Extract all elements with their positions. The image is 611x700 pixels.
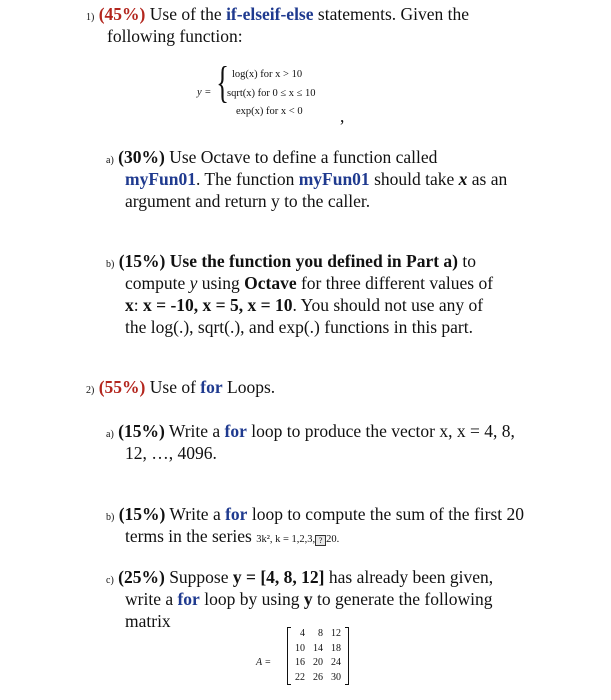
- q2-percent: (55%): [98, 377, 146, 397]
- matrix-cell: 10: [295, 642, 305, 654]
- q1-text-2: statements. Given the: [313, 4, 470, 24]
- q1a-label: a): [106, 155, 114, 166]
- q2a-label: a): [106, 429, 114, 440]
- q2b-keyword: for: [225, 504, 248, 524]
- q1a-text-1: Use Octave to define a function called: [164, 147, 438, 167]
- matrix-cell: 14: [313, 642, 323, 654]
- q2c-line2: [125, 588, 492, 610]
- matrix-cell: 22: [295, 671, 305, 683]
- matrix-cell: 12: [331, 628, 341, 639]
- matrix-table: [291, 627, 345, 685]
- q2b-percent: (15%): [118, 504, 166, 524]
- q1-percent: (45%): [98, 4, 146, 24]
- q1-line2: following function:: [107, 26, 243, 46]
- q2c-keyword: for: [177, 589, 200, 609]
- q2c-y: y: [303, 589, 313, 609]
- q1a-percent: (30%): [118, 147, 165, 167]
- q2b-series-end: 20.: [326, 534, 340, 545]
- piecewise-case-1: log(x) for x > 10: [232, 69, 303, 80]
- q1b-line3: [125, 294, 483, 316]
- q2a-line2: 12, …, 4096.: [125, 443, 217, 463]
- q1b-using: using: [197, 273, 245, 293]
- q2c-percent: (25%): [118, 567, 165, 587]
- missing-glyph-icon: ?: [315, 535, 326, 546]
- q1a-function-name: myFun01: [125, 169, 196, 189]
- matrix-row: [291, 642, 345, 657]
- matrix-cell: 8: [318, 628, 323, 639]
- q1-number: 1): [86, 12, 95, 23]
- q2c-label: c): [106, 575, 114, 586]
- q1a-line3: argument and return y to the caller.: [125, 191, 371, 211]
- q1a-text-3: should take: [369, 169, 459, 189]
- matrix-label: A =: [256, 657, 272, 668]
- q2c-text-1: Suppose: [164, 567, 233, 587]
- q1b-text-2: for three different values of: [296, 273, 494, 293]
- q1a-text-2: . The function: [195, 169, 299, 189]
- q1a-function-name-2: myFun01: [298, 169, 370, 189]
- q2c-using: loop by using: [199, 589, 304, 609]
- matrix-cell: 26: [313, 671, 323, 683]
- q2-text-1: Use of: [145, 377, 201, 397]
- q2b-line2: [125, 525, 339, 551]
- q1-text-1: Use of the: [145, 4, 227, 24]
- q2-heading: [86, 376, 275, 402]
- q2a-keyword: for: [224, 421, 247, 441]
- q2-text-2: Loops.: [222, 377, 276, 397]
- q2a-percent: (15%): [118, 421, 165, 441]
- q1b-colon: :: [133, 295, 143, 315]
- q2c-write: write a: [125, 589, 178, 609]
- matrix-cell: 18: [331, 642, 341, 654]
- q2a-text-2: loop to produce the vector x, x = 4, 8,: [246, 421, 515, 441]
- q2b-text-2: loop to compute the sum of the first 20: [247, 504, 525, 524]
- q1b-compute: compute: [125, 273, 190, 293]
- q2-keyword: for: [200, 377, 223, 397]
- q2b-series-intro: terms in the series: [125, 526, 257, 546]
- q1b-text-3: . You should not use any of: [292, 295, 484, 315]
- q2b-label: b): [106, 512, 115, 523]
- q1a-line2: [125, 168, 507, 190]
- q2b-series: 3k², k = 1,2,3,: [256, 534, 316, 545]
- q2b-text-1: Write a: [165, 504, 226, 524]
- q2a-text-1: Write a: [164, 421, 225, 441]
- q1b-line2: [125, 272, 493, 294]
- piecewise-y-label: y =: [197, 87, 212, 98]
- q1b-text-1: to: [458, 251, 477, 271]
- q1b-octave: Octave: [244, 273, 297, 293]
- q2c-y-vector: y = [4, 8, 12]: [232, 567, 325, 587]
- matrix-row: [291, 671, 345, 686]
- q1b-x: x: [125, 295, 134, 315]
- matrix-cell: 20: [313, 657, 323, 668]
- q2c-text-3: to generate the following: [312, 589, 493, 609]
- matrix-cell: 16: [295, 657, 305, 668]
- q1b-values: x = -10, x = 5, x = 10: [143, 295, 293, 315]
- matrix-cell: 4: [300, 628, 305, 639]
- matrix-right-bracket: [345, 627, 349, 685]
- matrix-row: [291, 656, 345, 671]
- q1b-line4: the log(.), sqrt(.), and exp(.) functions in this part.: [125, 317, 473, 337]
- q1b-y: y: [189, 273, 198, 293]
- q1b-label: b): [106, 259, 115, 270]
- q2c-text-2: has already been given,: [324, 567, 494, 587]
- matrix-cell: 24: [331, 657, 341, 668]
- matrix-row: [291, 627, 345, 642]
- q1b-percent: (15%) Use the function you defined in Part a): [118, 251, 459, 271]
- piecewise-brace: {: [216, 58, 229, 107]
- q1a-text-4: as an: [467, 169, 508, 189]
- q1-keyword: if-elseif-else: [226, 4, 314, 24]
- piecewise-comma: ,: [340, 106, 345, 126]
- q2-number: 2): [86, 385, 95, 396]
- q2c-line3: matrix: [125, 611, 171, 631]
- matrix: [287, 627, 349, 685]
- matrix-cell: 30: [331, 671, 341, 683]
- piecewise-case-2: sqrt(x) for 0 ≤ x ≤ 10: [227, 88, 316, 99]
- q1a-x: x: [458, 169, 468, 189]
- piecewise-case-3: exp(x) for x < 0: [236, 106, 303, 117]
